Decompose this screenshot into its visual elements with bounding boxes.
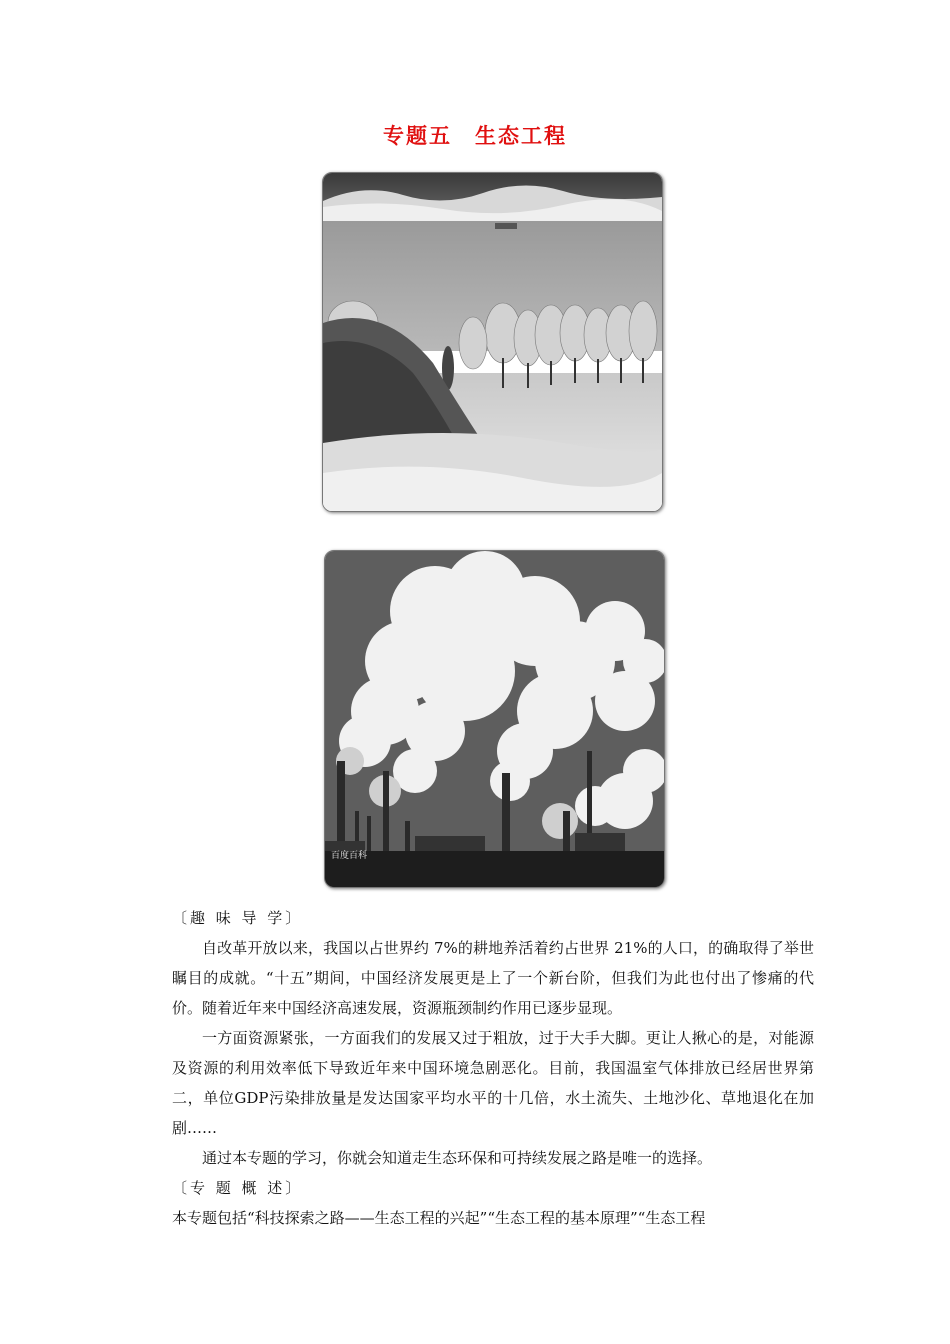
paragraph: 本专题包括“科技探索之路——生态工程的兴起”“生态工程的基本原理”“生态工程 (172, 1209, 706, 1227)
page-title: 专题五 生态工程 (383, 124, 567, 148)
lake-landscape-photo (322, 172, 663, 512)
paragraph: 自改革开放以来，我国以占世界约 7%的耕地养活着约占世界 21%的人口，的确取得了举世瞩目的成就。“十五”期间，中国经济发展更是上了一个新台阶，但我们为此也付出了惨痛的代价。随着近年来中国经济高速发展，资源瓶颈制约作用已逐步显现。 (172, 939, 814, 1017)
section-heading-intro: 〔趣 味 导 学〕 (172, 909, 304, 927)
paragraph: 一方面资源紧张，一方面我们的发展又过于粗放，过于大手大脚。更让人揪心的是，对能源及资源的利用效率低下导致近年来中国环境急剧恶化。目前，我国温室气体排放已经居世界第二，单位GDP污染排放量是发达国家平均水平的十几倍，水土流失、土地沙化、草地退化在加剧…… (172, 1029, 814, 1137)
photo-watermark: 百度百科 (331, 851, 368, 861)
section-heading-overview: 〔专 题 概 述〕 (172, 1179, 304, 1197)
paragraph: 通过本专题的学习，你就会知道走生态环保和可持续发展之路是唯一的选择。 (202, 1149, 713, 1167)
factory-smoke-photo (324, 550, 665, 888)
article-body (172, 903, 814, 1233)
